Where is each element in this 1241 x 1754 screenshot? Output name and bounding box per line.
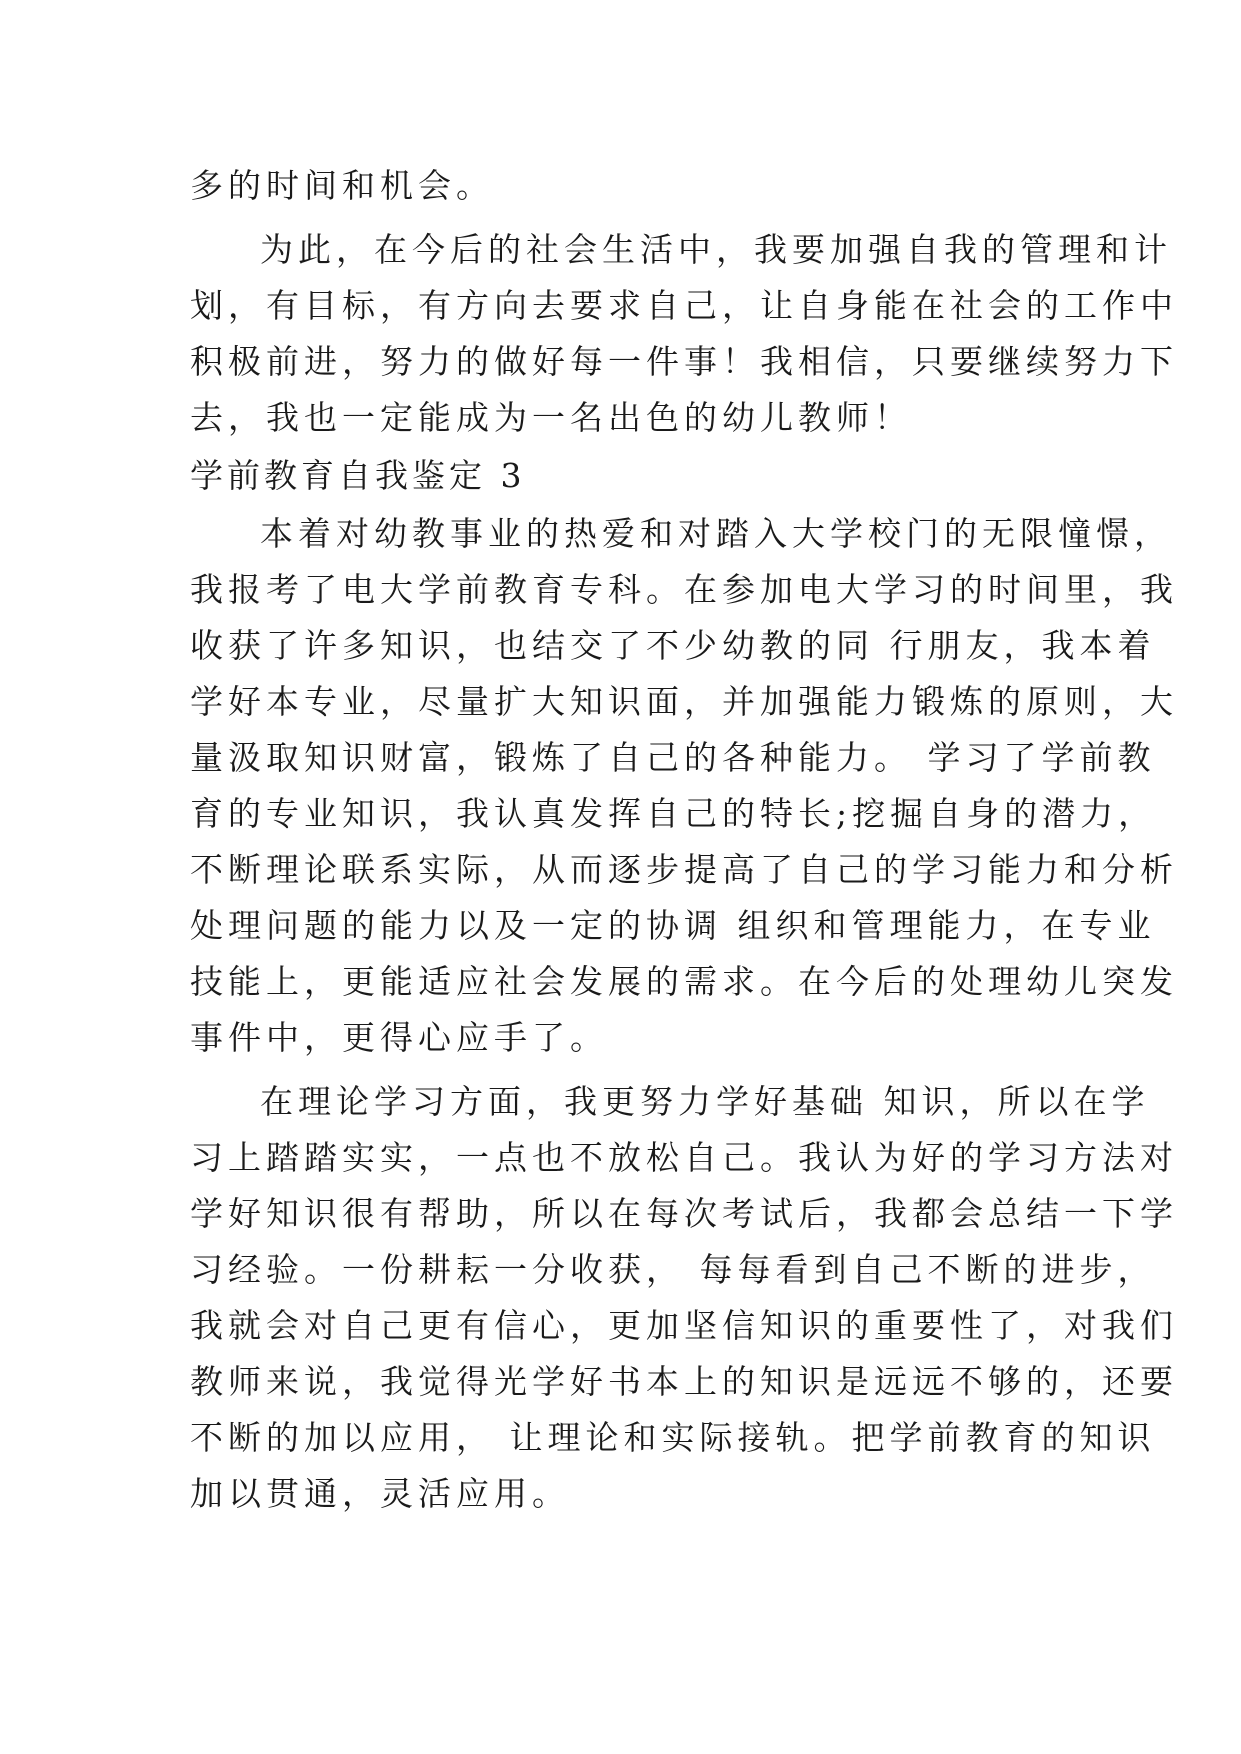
text-line: 加以贯通，灵活应用。 — [190, 1474, 570, 1513]
document-body — [190, 158, 1178, 1522]
text-line: 量汲取知识财富，锻炼了自己的各种能力。 学习了学前教 — [190, 738, 1156, 777]
text-line: 积极前进，努力的做好每一件事！我相信，只要继续努力下 — [190, 342, 1178, 381]
text-line: 习经验。一份耕耘一分收获， 每每看到自己不断的进步， — [190, 1250, 1156, 1289]
text-line: 收获了许多知识，也结交了不少幼教的同 行朋友，我本着 — [190, 626, 1156, 665]
text-line: 育的专业知识，我认真发挥自己的特长;挖掘自身的潜力， — [190, 794, 1157, 833]
text-line: 习上踏踏实实，一点也不放松自己。我认为好的学习方法对 — [190, 1138, 1178, 1177]
text-line: 我报考了电大学前教育专科。在参加电大学习的时间里，我 — [190, 570, 1178, 609]
text-line: 我就会对自己更有信心，更加坚信知识的重要性了，对我们 — [190, 1306, 1178, 1345]
section-heading: 学前教育自我鉴定 3 — [190, 456, 526, 495]
text-line: 为此，在今后的社会生活中，我要加强自我的管理和计 — [260, 230, 1172, 269]
text-line: 学好知识很有帮助，所以在每次考试后，我都会总结一下学 — [190, 1194, 1178, 1233]
text-line: 不断理论联系实际，从而逐步提高了自己的学习能力和分析 — [190, 850, 1178, 889]
text-line: 本着对幼教事业的热爱和对踏入大学校门的无限憧憬， — [260, 514, 1172, 553]
paragraph-continued — [190, 158, 1070, 214]
paragraph-plan — [190, 222, 1178, 446]
text-line: 不断的加以应用， 让理论和实际接轨。把学前教育的知识 — [190, 1418, 1156, 1457]
text-line: 处理问题的能力以及一定的协调 组织和管理能力，在专业 — [190, 906, 1156, 945]
paragraph-theory — [190, 1074, 1178, 1522]
text-line: 划，有目标，有方向去要求自己，让自身能在社会的工作中 — [190, 286, 1178, 325]
text-line: 多的时间和机会。 — [190, 166, 494, 205]
text-line: 在理论学习方面，我更努力学好基础 知识，所以在学 — [260, 1082, 1150, 1121]
paragraph-intro — [190, 506, 1178, 1066]
text-line: 去，我也一定能成为一名出色的幼儿教师！ — [190, 398, 912, 437]
text-line: 教师来说，我觉得光学好书本上的知识是远远不够的，还要 — [190, 1362, 1178, 1401]
text-line: 学好本专业，尽量扩大知识面，并加强能力锻炼的原则，大 — [190, 682, 1178, 721]
text-line: 技能上，更能适应社会发展的需求。在今后的处理幼儿突发 — [190, 962, 1178, 1001]
text-line: 事件中，更得心应手了。 — [190, 1018, 608, 1057]
